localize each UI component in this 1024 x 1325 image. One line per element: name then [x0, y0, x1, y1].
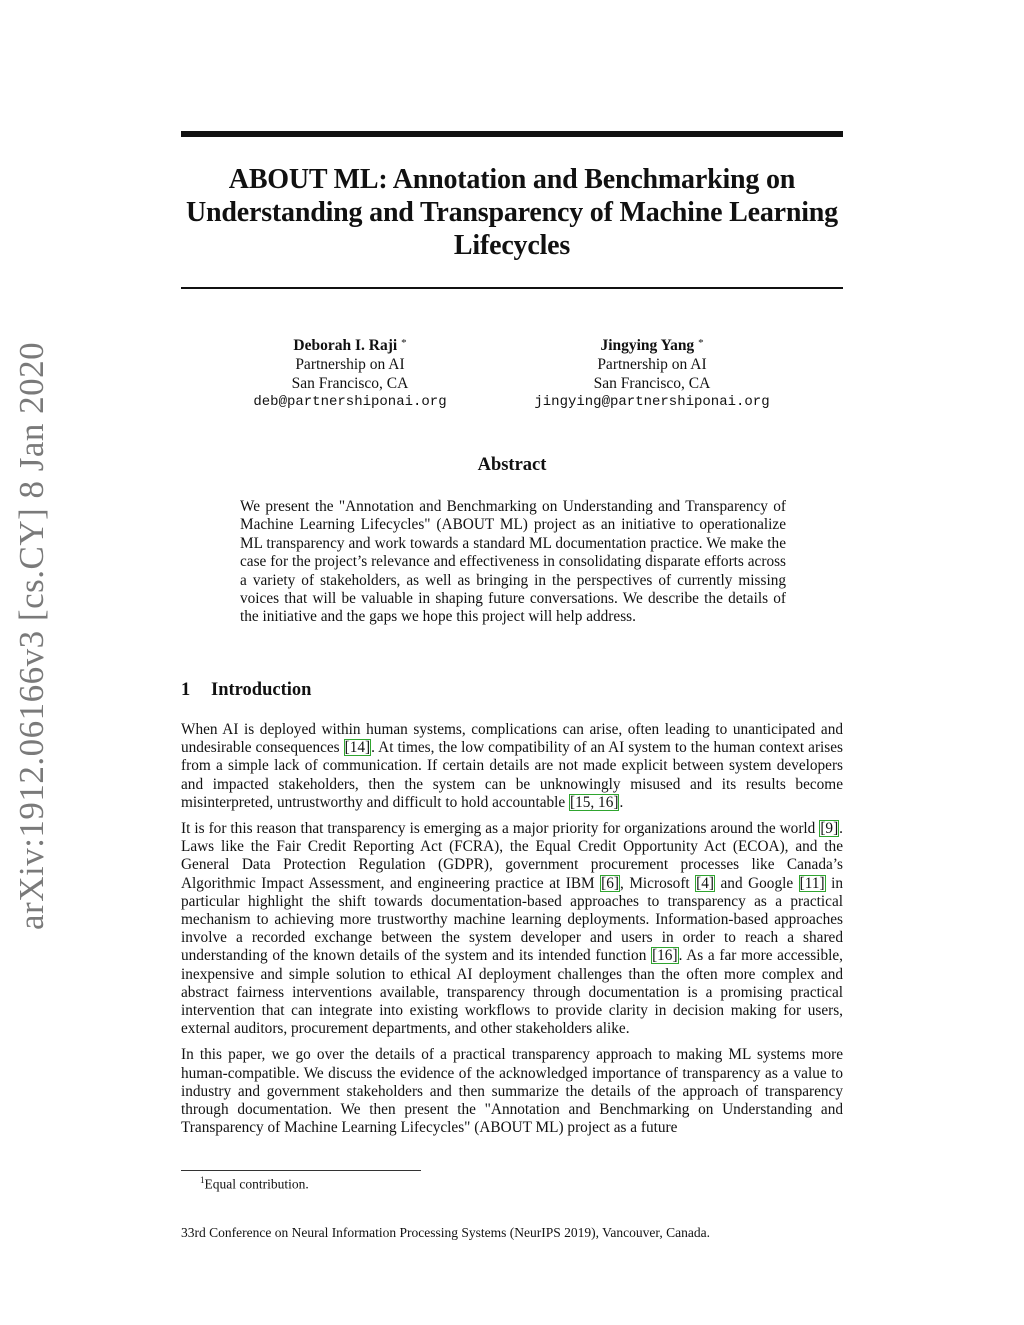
- conference-note: 33rd Conference on Neural Information Processing Systems (NeurIPS 2019), Vancouver, Canada.: [181, 1225, 710, 1240]
- text-run: It is for this reason that transparency is emerging as a major priority for organizations around the world: [181, 820, 820, 838]
- paragraph: [181, 820, 843, 1038]
- author-email[interactable]: deb@partnershiponai.org: [253, 394, 447, 410]
- citation-link[interactable]: [9]: [820, 820, 839, 838]
- text-run: .: [619, 793, 624, 811]
- citation-link[interactable]: [14]: [344, 739, 371, 757]
- paragraph: [181, 721, 843, 812]
- footnote-mark: 1: [200, 1175, 205, 1185]
- text-run: . Laws like the Fair Credit Reporting Act (FCRA), the Equal Credit Opportunity Act (ECOA), and the General Data Protection Regulation (GDPR), government procurement processes like Canada’s Algorithmic Impact Assessment, and engineering practice at IBM: [181, 820, 843, 892]
- text-run: . At times, the low compatibility of an AI system to the human context arises from a simple lack of communication. If certain details are not made explicit between system developers and impacted stakeholders, then the system can be unknowingly misused and its results become misinterpreted, untrustworthy and difficult to hold accountable: [181, 739, 843, 811]
- author-location: San Francisco, CA: [593, 375, 711, 392]
- section-title: Introduction: [211, 680, 312, 700]
- author-block: [507, 334, 797, 412]
- body-text: [181, 721, 843, 1145]
- title-rule-top: [181, 131, 843, 137]
- author-name: Jingying Yang: [600, 337, 695, 354]
- paper-title: ABOUT ML: Annotation and Benchmarking on Understanding and Transparency of Machine Learning Lifecycles: [186, 164, 838, 261]
- citation-link[interactable]: [16]: [652, 947, 678, 965]
- title-rule-bottom: [181, 287, 843, 289]
- footnote: [200, 1175, 309, 1193]
- author-mark: *: [698, 337, 704, 349]
- footnote-rule: [181, 1170, 421, 1171]
- author-location: San Francisco, CA: [291, 375, 409, 392]
- text-run: in particular highlight the shift towards documentation-based approaches to transparency as a practical mechanism to achieving more trustworthy machine learning deployments. Information-based approaches involve a recorded exchange between the system developer and users in order to reach a shared understanding of the known details of the system and its intended function: [181, 874, 843, 965]
- author-email[interactable]: jingying@partnershiponai.org: [534, 394, 770, 410]
- author-mark: *: [401, 337, 407, 349]
- author-affiliation: Partnership on AI: [295, 356, 405, 373]
- text-run: When AI is deployed within human systems, complications can arise, often leading to unanticipated and undesirable consequences: [181, 721, 843, 757]
- citation-link[interactable]: [11]: [799, 874, 825, 892]
- author-name: Deborah I. Raji: [293, 337, 398, 354]
- citation-link[interactable]: [15, 16]: [570, 793, 619, 811]
- abstract-heading: Abstract: [477, 455, 547, 475]
- abstract-text: We present the "Annotation and Benchmarking on Understanding and Transparency of Machine Learning Lifecycles" (ABOUT ML) project as an initiative to operationalize ML transparency and work towards a standard ML documentation practice. We make the case for the project’s relevance and effectiveness in consolidating disparate efforts across a variety of stakeholders, as well as bringing in the perspectives of currently missing voices that will be valuable in shaping future conversations. We describe the details of the initiative and the gaps we hope this project will help address.: [240, 498, 786, 626]
- author-block: [205, 334, 495, 412]
- author-affiliation: Partnership on AI: [597, 356, 707, 373]
- footnote-text: Equal contribution.: [204, 1176, 309, 1192]
- text-run: . As a far more accessible, inexpensive and simple solution to ethical AI deployment challenges than the often more complex and abstract fairness interventions available, transparency through documentation is a promising practical intervention that can integrate into existing workflows to provide clarity in decision making for users, external auditors, procurement departments, and other stakeholders alike.: [181, 947, 844, 1038]
- text-run: , Microsoft: [620, 874, 696, 892]
- arxiv-stamp: arXiv:1912.06166v3 [cs.CY] 8 Jan 2020: [12, 341, 51, 930]
- paragraph: In this paper, we go over the details of a practical transparency approach to making ML systems more human-compatible. We discuss the evidence of the acknowledged importance of transparency as a value to industry and government stakeholders and then summarize the details of the approach of transparency through documentation. We then present the "Annotation and Benchmarking on Understanding and Transparency of Machine Learning Lifecycles" (ABOUT ML) project as a future: [181, 1046, 843, 1137]
- text-run: and Google: [715, 874, 799, 892]
- citation-link[interactable]: [6]: [601, 874, 619, 892]
- citation-link[interactable]: [4]: [696, 874, 715, 892]
- section-heading: [181, 680, 311, 701]
- section-number: 1: [181, 680, 191, 700]
